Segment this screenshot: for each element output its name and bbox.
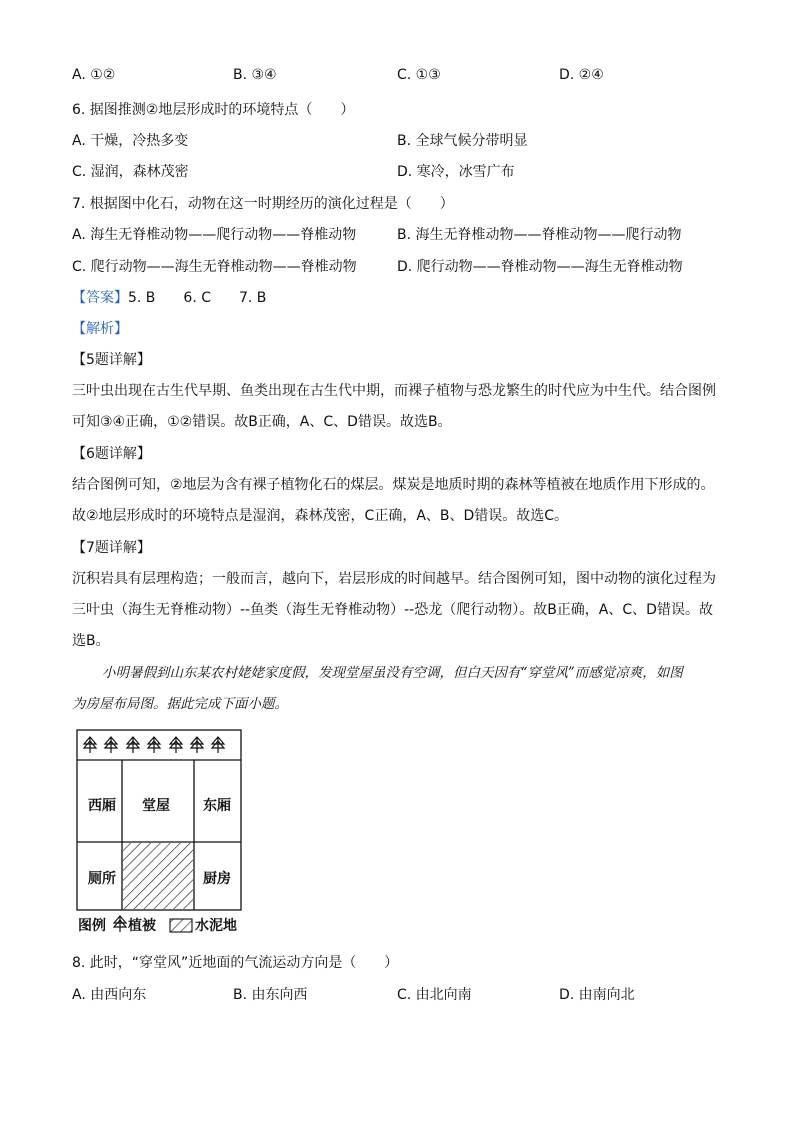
room-hall-label: 堂屋: [142, 798, 170, 814]
intro-line-1: 小明暑假到山东某农村姥姥家度假，发现堂屋虽没有空调，但白天因有“穿堂风”而感觉凉爽，如图: [102, 665, 683, 681]
q5-option-a: A. ①②: [72, 67, 116, 83]
detail-7-heading: 【7题详解】: [72, 540, 151, 556]
house-layout-figure: [76, 729, 246, 939]
legend-title: 图例: [78, 918, 106, 934]
q7-option-b: B. 海生无脊椎动物——脊椎动物——爬行动物: [397, 227, 682, 243]
q8-option-c: C. 由北向南: [397, 987, 472, 1003]
q5-option-d: D. ②④: [559, 67, 604, 83]
q6-stem: 6. 据图推测②地层形成时的环境特点（ ）: [72, 102, 355, 118]
tree-icon: [114, 916, 126, 932]
q6-option-b: B. 全球气候分带明显: [397, 133, 528, 149]
room-east-label: 东厢: [203, 798, 231, 814]
room-kitchen-label: 厨房: [203, 871, 231, 887]
tree-icon: [84, 737, 96, 753]
tree-icon: [127, 737, 139, 753]
detail-7-line-3: 选B。: [72, 633, 110, 649]
answer-tag: 【答案】: [72, 290, 128, 306]
q7-option-a: A. 海生无脊椎动物——爬行动物——脊椎动物: [72, 227, 357, 243]
room-west-label: 西厢: [88, 798, 116, 814]
answer-line: [72, 287, 266, 307]
q7-option-c: C. 爬行动物——海生无脊椎动物——脊椎动物: [72, 259, 357, 275]
tree-icon: [105, 737, 117, 753]
legend-cement-swatch: [170, 919, 192, 932]
tree-icon: [212, 737, 224, 753]
detail-5-line-1: 三叶虫出现在古生代早期、鱼类出现在古生代中期，而裸子植物与恐龙繁生的时代应为中生代。结合图例: [72, 383, 716, 399]
courtyard-cement: [123, 843, 193, 909]
q6-option-d: D. 寒冷，冰雪广布: [397, 164, 515, 180]
q8-option-b: B. 由东向西: [233, 987, 308, 1003]
detail-6-line-1: 结合图例可知，②地层为含有裸子植物化石的煤层。煤炭是地质时期的森林等植被在地质作用下形成的。: [72, 477, 715, 493]
q6-option-c: C. 湿润，森林茂密: [72, 164, 189, 180]
detail-6-line-2: 故②地层形成时的环境特点是湿润，森林茂密，C正确，A、B、D错误。故选C。: [72, 508, 569, 524]
q6-option-a: A. 干燥，冷热多变: [72, 133, 189, 149]
tree-icon: [148, 737, 160, 753]
detail-6-heading: 【6题详解】: [72, 446, 151, 462]
q8-option-a: A. 由西向东: [72, 987, 147, 1003]
legend-plant-label: 植被: [128, 918, 156, 934]
legend-cement-label: 水泥地: [195, 918, 237, 934]
detail-5-heading: 【5题详解】: [72, 352, 151, 368]
tree-icon: [170, 737, 182, 753]
q5-option-b: B. ③④: [233, 67, 277, 83]
room-toilet-label: 厕所: [88, 871, 116, 887]
detail-5-line-2: 可知③④正确，①②错误。故B正确，A、C、D错误。故选B。: [72, 414, 452, 430]
detail-7-line-1: 沉积岩具有层理构造；一般而言，越向下，岩层形成的时间越早。结合图例可知，图中动物的演化过程为: [72, 571, 716, 587]
tree-icon: [191, 737, 203, 753]
answer-text: 5. B 6. C 7. B: [128, 290, 267, 306]
q7-option-d: D. 爬行动物——脊椎动物——海生无脊椎动物: [397, 259, 683, 275]
analysis-tag: 【解析】: [72, 321, 128, 337]
q7-stem: 7. 根据图中化石，动物在这一时期经历的演化过程是（ ）: [72, 196, 454, 212]
detail-7-line-2: 三叶虫（海生无脊椎动物）--鱼类（海生无脊椎动物）--恐龙（爬行动物）。故B正确，A、C、D错误。故: [72, 602, 713, 618]
intro-line-2: 为房屋布局图。据此完成下面小题。: [72, 696, 288, 712]
q8-option-d: D. 由南向北: [559, 987, 635, 1003]
q8-stem: 8. 此时，“穿堂风”近地面的气流运动方向是（ ）: [72, 955, 399, 971]
q5-option-c: C. ①③: [397, 67, 441, 83]
